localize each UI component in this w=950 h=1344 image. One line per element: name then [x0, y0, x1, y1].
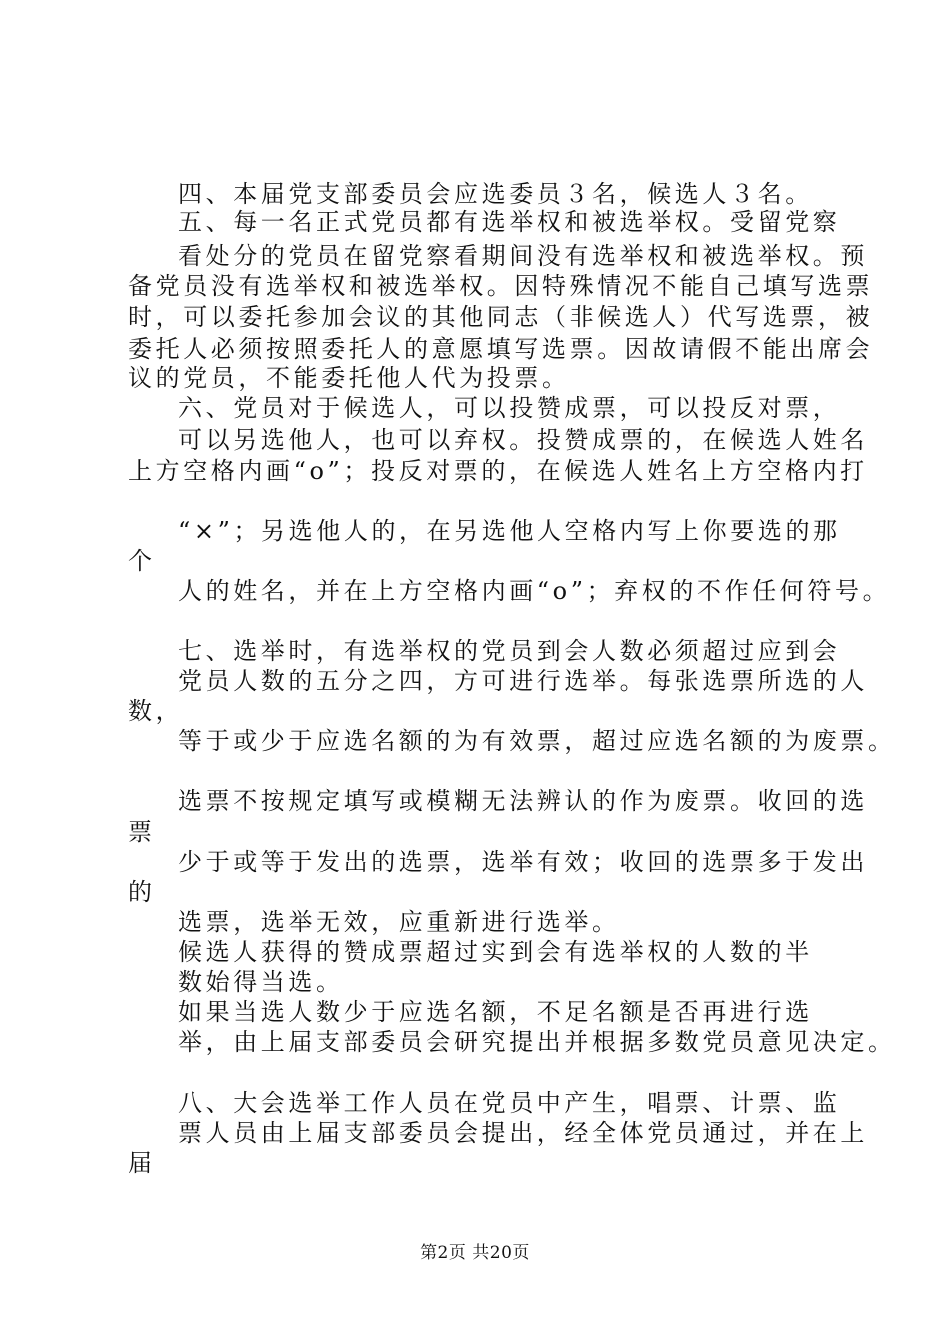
text-line: 四、本届党支部委员会应选委员３名，候选人３名。 — [178, 180, 813, 208]
text-line: 可以另选他人，也可以弃权。投赞成票的，在候选人姓名 — [178, 426, 868, 454]
text-line: 选票，选举无效，应重新进行选举。 — [178, 908, 620, 936]
page-number-footer: 第2页 共20页 — [420, 1243, 530, 1263]
text-line: 委托人必须按照委托人的意愿填写选票。因故请假不能出席会 — [128, 335, 874, 363]
text-line: 票人员由上届支部委员会提出，经全体党员通过，并在上 — [178, 1119, 868, 1147]
text-line: 届 — [128, 1149, 156, 1177]
text-line: 如果当选人数少于应选名额，不足名额是否再进行选 — [178, 998, 813, 1026]
text-line: 选票不按规定填写或模糊无法辨认的作为废票。收回的选 — [178, 787, 868, 815]
text-line: 时，可以委托参加会议的其他同志（非候选人）代写选票，被 — [128, 303, 874, 331]
text-line: 备党员没有选举权和被选举权。因特殊情况不能自己填写选票 — [128, 272, 874, 300]
text-line: 八、大会选举工作人员在党员中产生，唱票、计票、监 — [178, 1089, 841, 1117]
text-line: 的 — [128, 878, 156, 906]
text-line: 个 — [128, 547, 156, 575]
text-line: 七、选举时，有选举权的党员到会人数必须超过应到会 — [178, 637, 841, 665]
text-line: “×”；另选他人的，在另选他人空格内写上你要选的那 — [178, 517, 841, 545]
text-line: 看处分的党员在留党察看期间没有选举权和被选举权。预 — [178, 242, 868, 270]
text-line: 五、每一名正式党员都有选举权和被选举权。受留党察 — [178, 208, 841, 236]
text-line: 六、党员对于候选人，可以投赞成票，可以投反对票， — [178, 394, 841, 422]
text-line: 少于或等于发出的选票，选举有效；收回的选票多于发出 — [178, 848, 868, 876]
text-line: 票 — [128, 818, 156, 846]
text-line: 等于或少于应选名额的为有效票，超过应选名额的为废票。 — [178, 727, 896, 755]
text-line: 数， — [128, 697, 184, 725]
text-line: 举，由上届支部委员会研究提出并根据多数党员意见决定。 — [178, 1028, 896, 1056]
text-line: 党员人数的五分之四，方可进行选举。每张选票所选的人 — [178, 667, 868, 695]
text-line: 议的党员，不能委托他人代为投票。 — [128, 364, 570, 392]
text-line: 候选人获得的赞成票超过实到会有选举权的人数的半 — [178, 938, 813, 966]
text-line: 人的姓名，并在上方空格内画“o”；弃权的不作任何符号。 — [178, 577, 891, 605]
text-line: 上方空格内画“o”；投反对票的，在候选人姓名上方空格内打 — [128, 457, 868, 485]
text-line: 数始得当选。 — [178, 968, 344, 996]
